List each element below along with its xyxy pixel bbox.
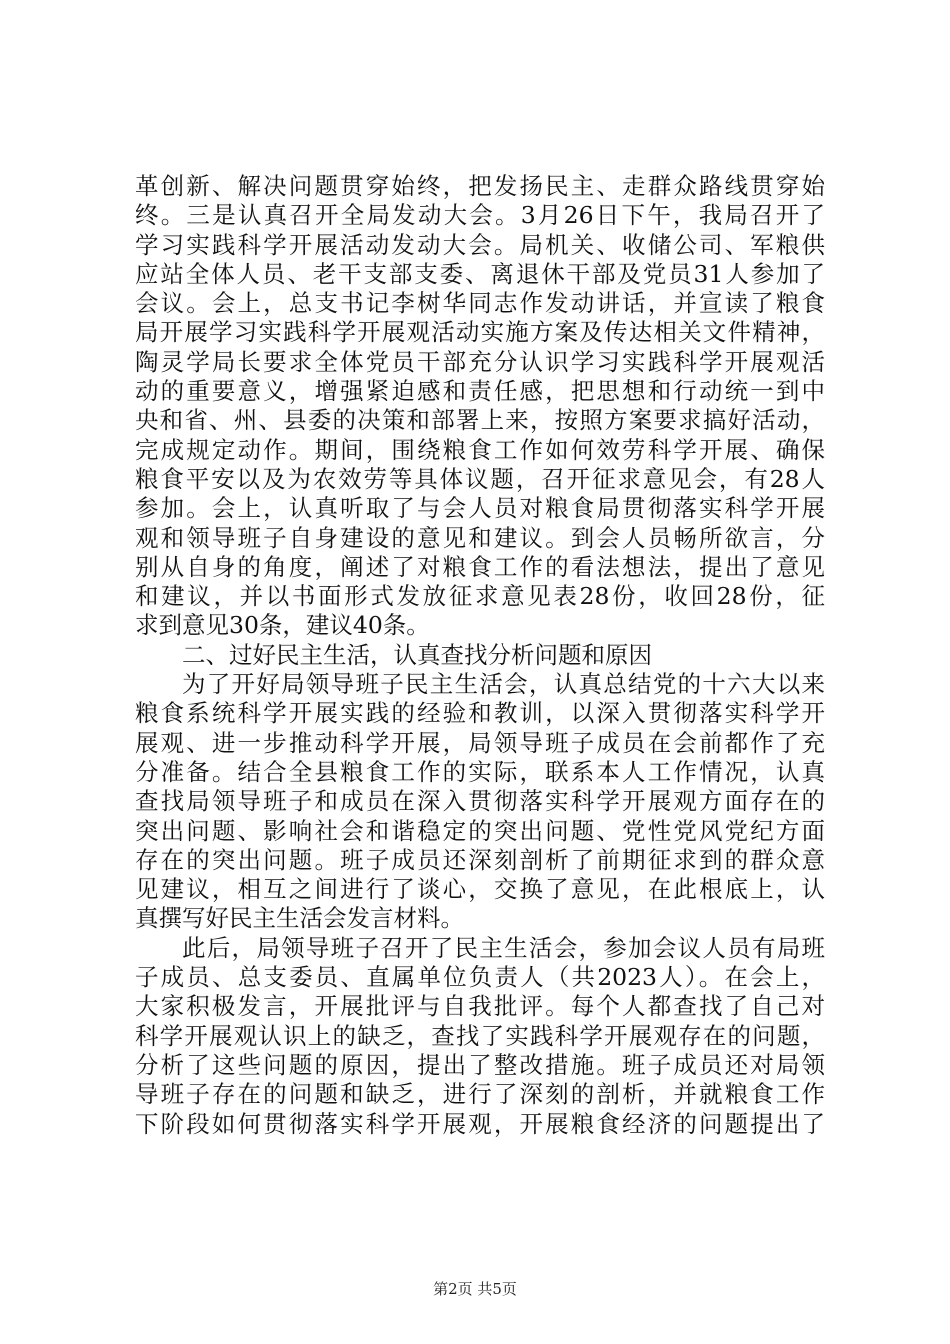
text-line: 此后，局领导班子召开了民主生活会，参加会议人员有局班 xyxy=(182,933,825,962)
text-line: 子成员、总支委员、直属单位负责人（共2023人）。在会上， xyxy=(135,963,825,992)
text-line: 粮食平安以及为农效劳等具体议题，召开征求意见会，有28人 xyxy=(135,464,825,493)
text-line: 会议。会上，总支书记李树华同志作发动讲话，并宣读了粮食 xyxy=(135,289,825,318)
text-line: 学习实践科学开展活动发动大会。局机关、收储公司、军粮供 xyxy=(135,230,825,259)
text-line: 导班子存在的问题和缺乏，进行了深刻的剖析，并就粮食工作 xyxy=(135,1080,825,1109)
page-footer xyxy=(0,1280,950,1298)
text-line: 查找局领导班子和成员在深入贯彻落实科学开展观方面存在的 xyxy=(135,787,825,816)
paragraph xyxy=(135,670,825,934)
text-line: 下阶段如何贯彻落实科学开展观，开展粮食经济的问题提出了 xyxy=(135,1109,825,1138)
text-line: 局开展学习实践科学开展观活动实施方案及传达相关文件精神， xyxy=(135,318,825,347)
text-line: 分析了这些问题的原因，提出了整改措施。班子成员还对局领 xyxy=(135,1050,825,1079)
paragraph-continuation xyxy=(135,172,825,641)
text-line: 分准备。结合全县粮食工作的实际，联系本人工作情况，认真 xyxy=(135,757,825,786)
text-line: 陶灵学局长要求全体党员干部充分认识学习实践科学开展观活 xyxy=(135,347,825,376)
text-line: 和建议，并以书面形式发放征求意见表28份，收回28份，征 xyxy=(135,582,825,611)
text-line: 求到意见30条，建议40条。 xyxy=(135,611,430,640)
text-line: 科学开展观认识上的缺乏，查找了实践科学开展观存在的问题， xyxy=(135,1021,825,1050)
text-line: 别从自身的角度，阐述了对粮食工作的看法想法，提出了意见 xyxy=(135,552,825,581)
section-heading xyxy=(135,641,825,670)
text-line: 终。三是认真召开全局发动大会。3月26日下午，我局召开了 xyxy=(135,201,825,230)
text-line: 应站全体人员、老干支部支委、离退休干部及党员31人参加了 xyxy=(135,259,825,288)
text-line: 粮食系统科学开展实践的经验和教训，以深入贯彻落实科学开 xyxy=(135,699,825,728)
text-line: 大家积极发言，开展批评与自我批评。每个人都查找了自己对 xyxy=(135,992,825,1021)
text-line: 观和领导班子自身建设的意见和建议。到会人员畅所欲言，分 xyxy=(135,523,825,552)
text-line: 为了开好局领导班子民主生活会，认真总结党的十六大以来 xyxy=(182,670,825,699)
text-line: 展观、进一步推动科学开展，局领导班子成员在会前都作了充 xyxy=(135,728,825,757)
text-line: 动的重要意义，增强紧迫感和责任感，把思想和行动统一到中 xyxy=(135,377,825,406)
document-body xyxy=(135,172,825,1139)
text-line: 参加。会上，认真听取了与会人员对粮食局贯彻落实科学开展 xyxy=(135,494,825,523)
page-number: 第2页 共5页 xyxy=(433,1280,517,1298)
text-line: 完成规定动作。期间，围绕粮食工作如何效劳科学开展、确保 xyxy=(135,435,825,464)
text-line: 见建议，相互之间进行了谈心，交换了意见，在此根底上，认 xyxy=(135,875,825,904)
text-line: 央和省、州、县委的决策和部署上来，按照方案要求搞好活动， xyxy=(135,406,825,435)
text-line: 突出问题、影响社会和谐稳定的突出问题、党性党风党纪方面 xyxy=(135,816,825,845)
text-line: 真撰写好民主生活会发言材料。 xyxy=(135,904,464,933)
paragraph xyxy=(135,934,825,1139)
text-line: 存在的突出问题。班子成员还深刻剖析了前期征求到的群众意 xyxy=(135,845,825,874)
heading-text: 二、过好民主生活，认真查找分析问题和原因 xyxy=(182,640,652,669)
text-line: 革创新、解决问题贯穿始终，把发扬民主、走群众路线贯穿始 xyxy=(135,172,825,200)
